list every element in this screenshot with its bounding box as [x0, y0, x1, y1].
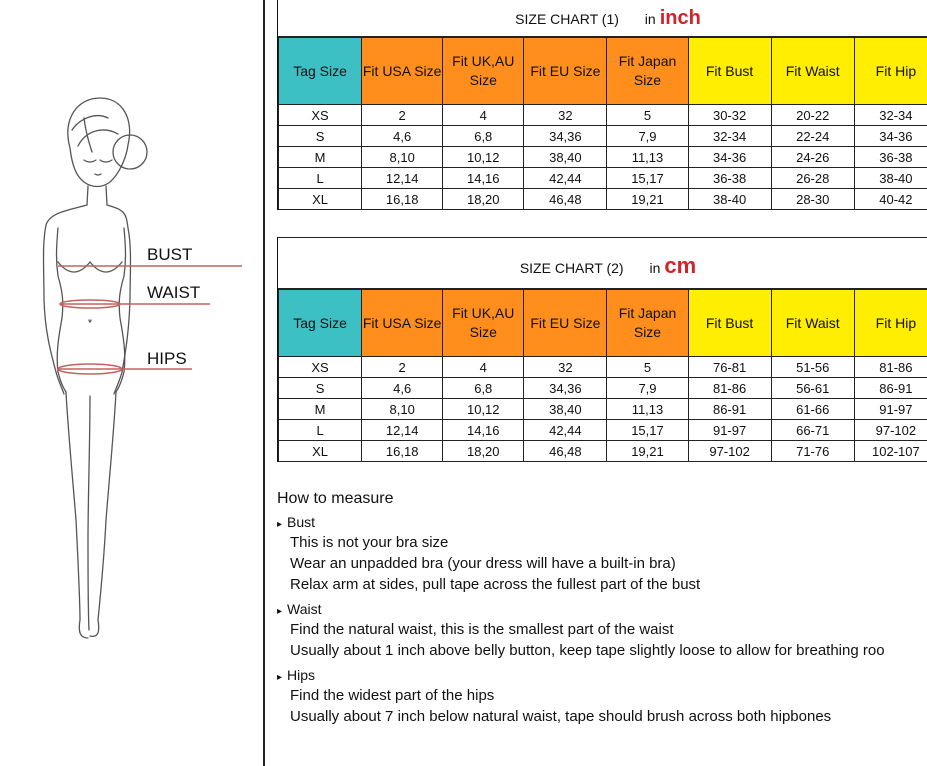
instruction-line: Relax arm at sides, pull tape across the fullest part of the bust [290, 576, 701, 593]
header-bust: Fit Bust [688, 290, 771, 357]
table-cell: 26-28 [771, 168, 854, 189]
table-cell: 91-97 [854, 399, 927, 420]
header-tag-size: Tag Size [279, 290, 362, 357]
table-cell: 81-86 [854, 357, 927, 378]
table-cell: 38-40 [688, 189, 771, 210]
table-header-row [279, 290, 927, 357]
instruction-line: Find the widest part of the hips [290, 687, 495, 704]
table-cell: 40-42 [854, 189, 927, 210]
table-cell: 46,48 [524, 441, 607, 462]
instruction-line: This is not your bra size [290, 534, 449, 551]
header-bust: Fit Bust [688, 38, 771, 105]
header-hip: Fit Hip [854, 290, 927, 357]
header-japan-size: Fit Japan Size [607, 290, 688, 357]
table-cell: 61-66 [771, 399, 854, 420]
table-row [279, 378, 927, 399]
table-cell: 51-56 [771, 357, 854, 378]
table-cell: 34,36 [524, 126, 607, 147]
table-cell: M [279, 147, 362, 168]
bust-instructions [277, 514, 927, 595]
hair-bun [113, 135, 147, 169]
table-cell: 34-36 [854, 126, 927, 147]
hips-label: HIPS [147, 349, 187, 368]
right-arm [107, 205, 131, 372]
how-to-measure-heading: How to measure [277, 490, 394, 507]
table-row [279, 126, 927, 147]
table-cell: 66-71 [771, 420, 854, 441]
table-row [279, 105, 927, 126]
table-cell: 97-102 [854, 420, 927, 441]
unit-prefix: in [649, 260, 661, 276]
table-cell: XL [279, 441, 362, 462]
table-cell: 32-34 [854, 105, 927, 126]
table-cell: 36-38 [688, 168, 771, 189]
table-cell: 8,10 [362, 399, 443, 420]
left-leg [66, 392, 88, 638]
table-cell: 86-91 [854, 378, 927, 399]
table-row [279, 189, 927, 210]
table-cell: 15,17 [607, 168, 688, 189]
table-cell: 12,14 [362, 420, 443, 441]
left-arm [44, 205, 88, 372]
header-usa-size: Fit USA Size [362, 38, 443, 105]
table-cell: 34-36 [688, 147, 771, 168]
table-cell: 8,10 [362, 147, 443, 168]
header-hip: Fit Hip [854, 38, 927, 105]
chart-title [278, 237, 927, 289]
size-chart-cm [277, 237, 927, 462]
table-cell: 86-91 [688, 399, 771, 420]
table-cell: 20-22 [771, 105, 854, 126]
unit-label: cm [664, 253, 697, 278]
table-cell: 18,20 [443, 189, 524, 210]
table-cell: 4,6 [362, 126, 443, 147]
table-cell: 34,36 [524, 378, 607, 399]
table-cell: 4 [443, 357, 524, 378]
table-cell: 97-102 [688, 441, 771, 462]
table-cell: 12,14 [362, 168, 443, 189]
table-cell: 4 [443, 105, 524, 126]
table-cell: 2 [362, 105, 443, 126]
table-row [279, 357, 927, 378]
table-cell: 32 [524, 357, 607, 378]
table-cell: 22-24 [771, 126, 854, 147]
table-cell: 14,16 [443, 420, 524, 441]
table-cell: 38,40 [524, 399, 607, 420]
header-tag-size: Tag Size [279, 38, 362, 105]
table-cell: 19,21 [607, 189, 688, 210]
table-cell: 32 [524, 105, 607, 126]
table-cell: 7,9 [607, 126, 688, 147]
size-table [278, 37, 927, 210]
table-cell: 81-86 [688, 378, 771, 399]
table-cell: S [279, 126, 362, 147]
body-figure-illustration [0, 0, 265, 766]
waist-instructions [277, 601, 927, 661]
table-row [279, 147, 927, 168]
table-cell: 2 [362, 357, 443, 378]
table-cell: 15,17 [607, 420, 688, 441]
table-cell: 11,13 [607, 147, 688, 168]
table-cell: 46,48 [524, 189, 607, 210]
table-cell: 42,44 [524, 420, 607, 441]
instruction-line: Find the natural waist, this is the smallest part of the waist [290, 621, 674, 638]
table-cell: 6,8 [443, 378, 524, 399]
table-cell: 6,8 [443, 126, 524, 147]
table-cell: 56-61 [771, 378, 854, 399]
waist-label: WAIST [147, 283, 201, 302]
header-uk-au-size: Fit UK,AU Size [443, 290, 524, 357]
unit-prefix: in [644, 11, 656, 27]
table-cell: 30-32 [688, 105, 771, 126]
table-cell: 10,12 [443, 399, 524, 420]
table-cell: L [279, 420, 362, 441]
table-cell: XS [279, 105, 362, 126]
table-cell: 76-81 [688, 357, 771, 378]
right-leg [90, 392, 116, 636]
waist-instructions-label: ▸ Waist [277, 601, 927, 617]
chart-title-text: SIZE CHART (1) [515, 11, 619, 27]
chart-title-text: SIZE CHART (2) [519, 260, 624, 276]
instruction-line: Usually about 1 inch above belly button, keep tape slightly loose to allow for breathing roo [290, 642, 885, 659]
table-row [279, 399, 927, 420]
table-cell: 5 [607, 357, 688, 378]
hips-instructions-label: ▸ Hips [277, 667, 927, 683]
table-cell: 10,12 [443, 147, 524, 168]
table-cell: XS [279, 357, 362, 378]
table-cell: 102-107 [854, 441, 927, 462]
table-cell: 16,18 [362, 441, 443, 462]
table-cell: 16,18 [362, 189, 443, 210]
table-cell: 4,6 [362, 378, 443, 399]
header-usa-size: Fit USA Size [362, 290, 443, 357]
unit-label: inch [659, 7, 701, 29]
table-cell: 38,40 [524, 147, 607, 168]
table-cell: 5 [607, 105, 688, 126]
header-eu-size: Fit EU Size [524, 290, 607, 357]
table-cell: 7,9 [607, 378, 688, 399]
divider-line [263, 0, 265, 766]
header-uk-au-size: Fit UK,AU Size [443, 38, 524, 105]
table-cell: 32-34 [688, 126, 771, 147]
table-cell: 18,20 [443, 441, 524, 462]
table-cell: 91-97 [688, 420, 771, 441]
table-cell: 38-40 [854, 168, 927, 189]
instruction-line: Wear an unpadded bra (your dress will have a built-in bra) [290, 555, 676, 572]
hips-instructions [277, 667, 927, 727]
header-japan-size: Fit Japan Size [607, 38, 688, 105]
table-cell: 28-30 [771, 189, 854, 210]
table-cell: 24-26 [771, 147, 854, 168]
table-cell: 71-76 [771, 441, 854, 462]
table-cell: S [279, 378, 362, 399]
header-eu-size: Fit EU Size [524, 38, 607, 105]
table-header-row [279, 38, 927, 105]
size-table [278, 289, 927, 462]
head-outline [68, 98, 130, 187]
instruction-line: Usually about 7 inch below natural waist, tape should brush across both hipbones [290, 708, 832, 725]
table-cell: 19,21 [607, 441, 688, 462]
table-cell: 14,16 [443, 168, 524, 189]
table-cell: 42,44 [524, 168, 607, 189]
table-cell: XL [279, 189, 362, 210]
table-row [279, 168, 927, 189]
chart-title [278, 0, 927, 37]
header-waist: Fit Waist [771, 290, 854, 357]
bust-label: BUST [147, 245, 193, 264]
table-cell: 36-38 [854, 147, 927, 168]
how-to-measure-section [277, 490, 927, 733]
table-row [279, 441, 927, 462]
table-cell: 11,13 [607, 399, 688, 420]
table-cell: M [279, 399, 362, 420]
size-chart-inch [277, 0, 927, 210]
table-cell: L [279, 168, 362, 189]
header-waist: Fit Waist [771, 38, 854, 105]
bust-instructions-label: ▸ Bust [277, 514, 927, 530]
table-row [279, 420, 927, 441]
